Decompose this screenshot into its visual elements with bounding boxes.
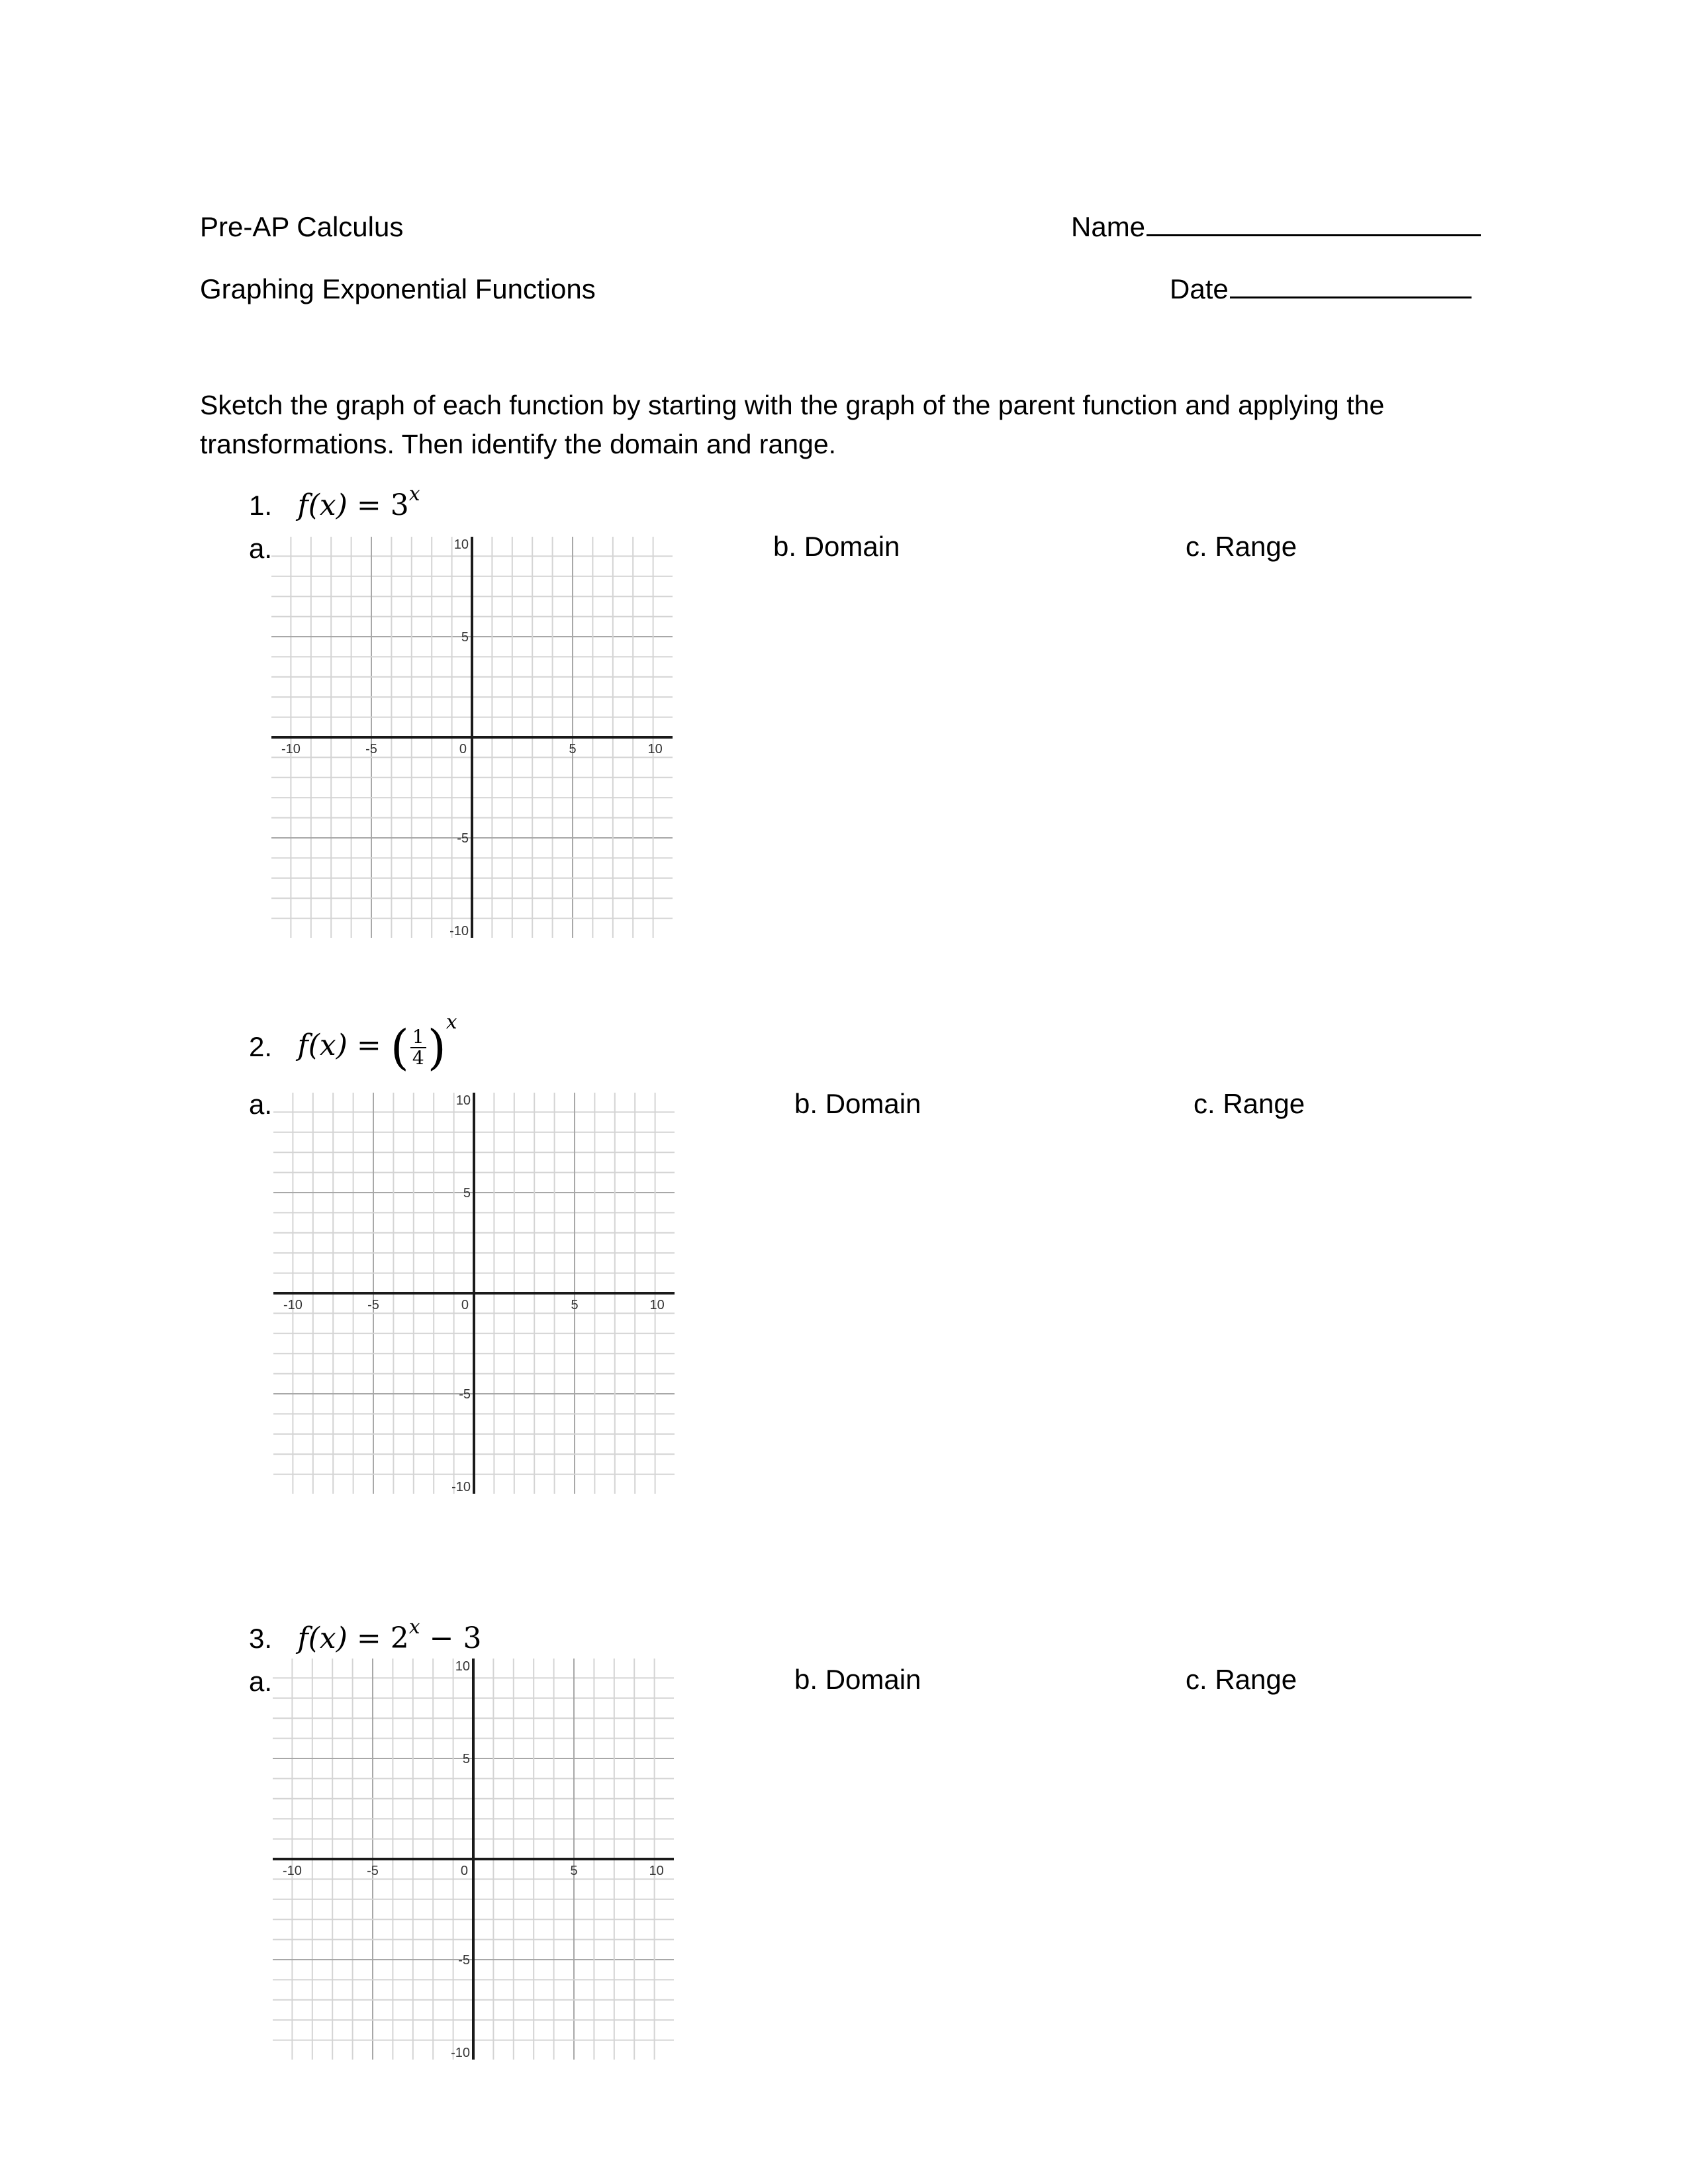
equation-lhs: f(x) = (297, 1621, 391, 1655)
y-tick-label: -5 (457, 831, 469, 846)
date-field[interactable] (1170, 275, 1472, 303)
y-tick-label: -10 (449, 923, 469, 938)
coordinate-grid-2[interactable] (273, 1093, 675, 1494)
problem-2-heading (249, 1011, 457, 1075)
instructions-line-2: transformations. Then identify the domain and range. (200, 429, 837, 459)
y-tick-label: 10 (453, 537, 469, 553)
y-tick-label: 10 (455, 1659, 470, 1674)
x-tick-label: -5 (365, 742, 377, 756)
problem-1-range-label: c. Range (1186, 531, 1297, 562)
y-tick-label: -10 (451, 1479, 471, 1494)
x-tick-label: 10 (649, 1298, 665, 1312)
equation-base: 3 (390, 488, 409, 522)
equation-lhs: f(x) = (297, 1028, 391, 1062)
equation-lhs: f(x) = (297, 488, 391, 522)
date-label: Date (1170, 273, 1229, 304)
grid-svg[interactable] (271, 537, 673, 938)
x-tick-label: -10 (282, 1864, 302, 1878)
x-tick-label: -10 (281, 742, 301, 756)
equation-base: 2 (390, 1621, 409, 1655)
y-tick-label: 5 (462, 1752, 470, 1766)
x-tick-label: 5 (570, 1864, 578, 1878)
problem-1-domain-label: b. Domain (773, 531, 900, 562)
problem-2-equation (297, 1011, 457, 1075)
name-field[interactable] (1071, 213, 1481, 241)
problem-1-part-a: a. (249, 533, 273, 564)
y-tick-label: 5 (463, 1186, 471, 1201)
date-blank-line[interactable] (1230, 296, 1472, 298)
x-tick-label: 10 (647, 742, 663, 756)
x-tick-label: 0 (461, 1298, 469, 1312)
y-tick-label: -10 (451, 2045, 470, 2060)
problem-3-heading (249, 1615, 482, 1655)
x-tick-label: -5 (367, 1864, 379, 1878)
y-tick-label: 5 (461, 630, 469, 645)
equation-exponent: x (408, 482, 420, 506)
x-tick-label: 0 (459, 742, 467, 756)
worksheet-topic: Graphing Exponential Functions (200, 273, 596, 304)
y-tick-label: -5 (459, 1387, 471, 1402)
left-paren: ( (390, 1019, 409, 1075)
coordinate-grid-3[interactable] (273, 1659, 674, 2060)
fraction (410, 1027, 426, 1068)
x-tick-label: 0 (460, 1864, 468, 1878)
instructions-line-1: Sketch the graph of each function by starting with the graph of the parent function and applying the (200, 390, 1385, 420)
x-tick-label: 5 (571, 1298, 579, 1312)
fraction-numerator: 1 (410, 1027, 426, 1048)
equation-suffix: − 3 (420, 1621, 482, 1655)
grid-svg[interactable] (273, 1093, 675, 1494)
problem-1-equation (297, 482, 420, 522)
grid-svg[interactable] (273, 1659, 674, 2060)
problem-1-heading (249, 482, 420, 522)
x-tick-label: -10 (283, 1298, 303, 1312)
problem-2-range-label: c. Range (1194, 1088, 1305, 1119)
problem-3-range-label: c. Range (1186, 1664, 1297, 1695)
coordinate-grid-1[interactable] (271, 537, 673, 938)
x-tick-label: -5 (367, 1298, 379, 1312)
equation-exponent: x (445, 1011, 457, 1034)
problem-number: 3. (249, 1623, 273, 1654)
y-tick-label: -5 (458, 1953, 470, 1968)
x-tick-label: 5 (569, 742, 577, 756)
name-label: Name (1071, 211, 1146, 242)
equation-exponent: x (408, 1615, 420, 1639)
x-tick-label: 10 (649, 1864, 664, 1878)
right-paren: ) (427, 1019, 446, 1075)
problem-2-domain-label: b. Domain (794, 1088, 921, 1119)
course-title: Pre-AP Calculus (200, 211, 404, 242)
problem-number: 1. (249, 490, 273, 521)
problem-number: 2. (249, 1030, 273, 1062)
name-blank-line[interactable] (1147, 234, 1481, 236)
y-tick-label: 10 (455, 1093, 471, 1109)
problem-3-domain-label: b. Domain (794, 1664, 921, 1695)
problem-3-equation (297, 1615, 482, 1655)
fraction-denominator: 4 (412, 1046, 424, 1069)
problem-3-part-a: a. (249, 1666, 273, 1697)
problem-2-part-a: a. (249, 1089, 273, 1120)
